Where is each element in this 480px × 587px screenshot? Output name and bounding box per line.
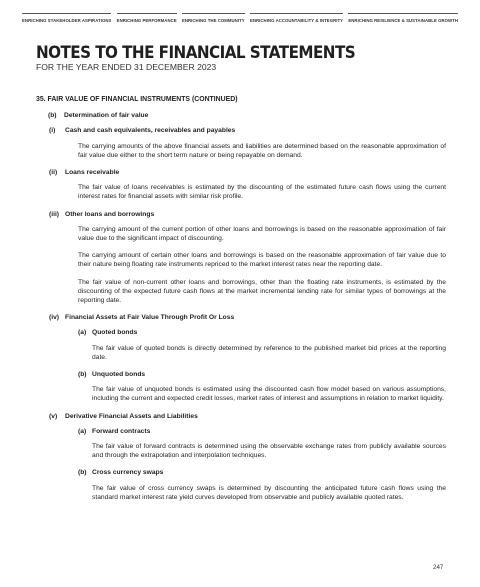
subitem-heading <box>78 328 446 337</box>
item-title: Other loans and borrowings <box>65 210 155 218</box>
item-heading <box>49 412 446 421</box>
subitem-title: Cross currency swaps <box>92 469 164 477</box>
page-number: 247 <box>433 564 444 571</box>
nav-item-stakeholder[interactable]: ENRICHING STAKEHOLDER ASPIRATIONS <box>22 13 111 23</box>
subitem-heading <box>78 427 446 436</box>
item-paragraph: The carrying amounts of the above financial assets and liabilities are determined based on the reasonable approximation of fair value due either to the short term nature or being repayable on demand. <box>78 142 446 159</box>
subitem-heading <box>78 370 446 379</box>
subitem-title: Forward contracts <box>92 427 151 435</box>
nav-item-accountability[interactable]: ENRICHING ACCOUNTABILITY & INTEGRITY <box>250 13 343 23</box>
nav-item-community[interactable]: ENRICHING THE COMMUNITY <box>182 13 245 23</box>
item-heading <box>49 313 446 322</box>
subitem-number: (b) <box>78 469 87 477</box>
subitem-paragraph: The fair value of forward contracts is determined using the observable exchange rates from publicly available sources and through the extrapolation and interpolation techniques. <box>92 443 446 460</box>
subitem-number: (b) <box>78 371 87 379</box>
item-title: Cash and cash equivalents, receivables and payables <box>65 127 236 135</box>
subitem-heading <box>78 468 446 477</box>
item-number: (ii) <box>49 169 58 177</box>
subitem-number: (a) <box>78 427 87 435</box>
item-heading <box>49 126 446 135</box>
nav-item-resilience[interactable]: ENRICHING RESILIENCE & SUSTAINABLE GROWTH <box>348 13 458 23</box>
item-paragraph: The carrying amount of the current portion of other loans and borrowings is based on the reasonable approximation of fair value due to the significant impact of discounting. <box>78 225 446 243</box>
item-heading <box>49 210 446 219</box>
item-title: Derivative Financial Assets and Liabilities <box>65 412 198 420</box>
item-number: (i) <box>49 127 56 135</box>
item-heading <box>49 168 446 177</box>
subitem-number: (a) <box>78 329 87 337</box>
subitem-paragraph: The fair value of cross currency swaps is determined by discounting the anticipated future cash flows using the standard market interest rate yield curves developed from observable and publicly available quoted rates. <box>92 484 446 501</box>
sub-heading <box>48 111 446 120</box>
sub-heading-title: Determination of fair value <box>64 112 149 120</box>
item-number: (iii) <box>49 210 60 218</box>
top-navigation <box>22 13 458 23</box>
item-title: Financial Assets at Fair Value Through Profit Or Loss <box>65 314 235 322</box>
item-number: (iv) <box>49 314 60 322</box>
subitem-title: Quoted bonds <box>92 329 138 337</box>
page-subtitle: FOR THE YEAR ENDED 31 DECEMBER 2023 <box>36 62 217 72</box>
item-title: Loans receivable <box>65 169 120 177</box>
subitem-paragraph: The fair value of quoted bonds is directly determined by reference to the published market bid prices at the reporting date. <box>92 344 446 361</box>
item-paragraph: The fair value of loans receivables is estimated by the discounting of the estimated future cash flows using the current interest rates for financial assets with similar risk profile. <box>78 184 446 201</box>
item-paragraph: The carrying amount of certain other loans and borrowings is based on the reasonable approximation of fair value due to their nature being floating rate instruments repriced to the market interest rates near the reporting date. <box>78 252 446 269</box>
subitem-paragraph: The fair value of unquoted bonds is estimated using the discounted cash flow model based on various assumptions, including the current and expected credit losses, market rates of interest and assumptions in relation to market liquidity. <box>92 386 446 403</box>
nav-item-performance[interactable]: ENRICHING PERFORMANCE <box>117 13 177 23</box>
subitem-title: Unquoted bonds <box>92 371 146 379</box>
item-number: (v) <box>49 412 58 420</box>
notes-content <box>36 95 446 510</box>
page-title: NOTES TO THE FINANCIAL STATEMENTS <box>36 43 356 62</box>
section-heading: 35. FAIR VALUE OF FINANCIAL INSTRUMENTS (CONTINUED) <box>36 96 238 103</box>
item-paragraph: The fair value of non-current other loans and borrowings, other than the floating rate instruments, is estimated by the discounting of the expected future cash flows at the market incremental lending rate for similar types of borrowings at the reporting date. <box>78 278 446 305</box>
sub-heading-number: (b) <box>48 112 57 120</box>
